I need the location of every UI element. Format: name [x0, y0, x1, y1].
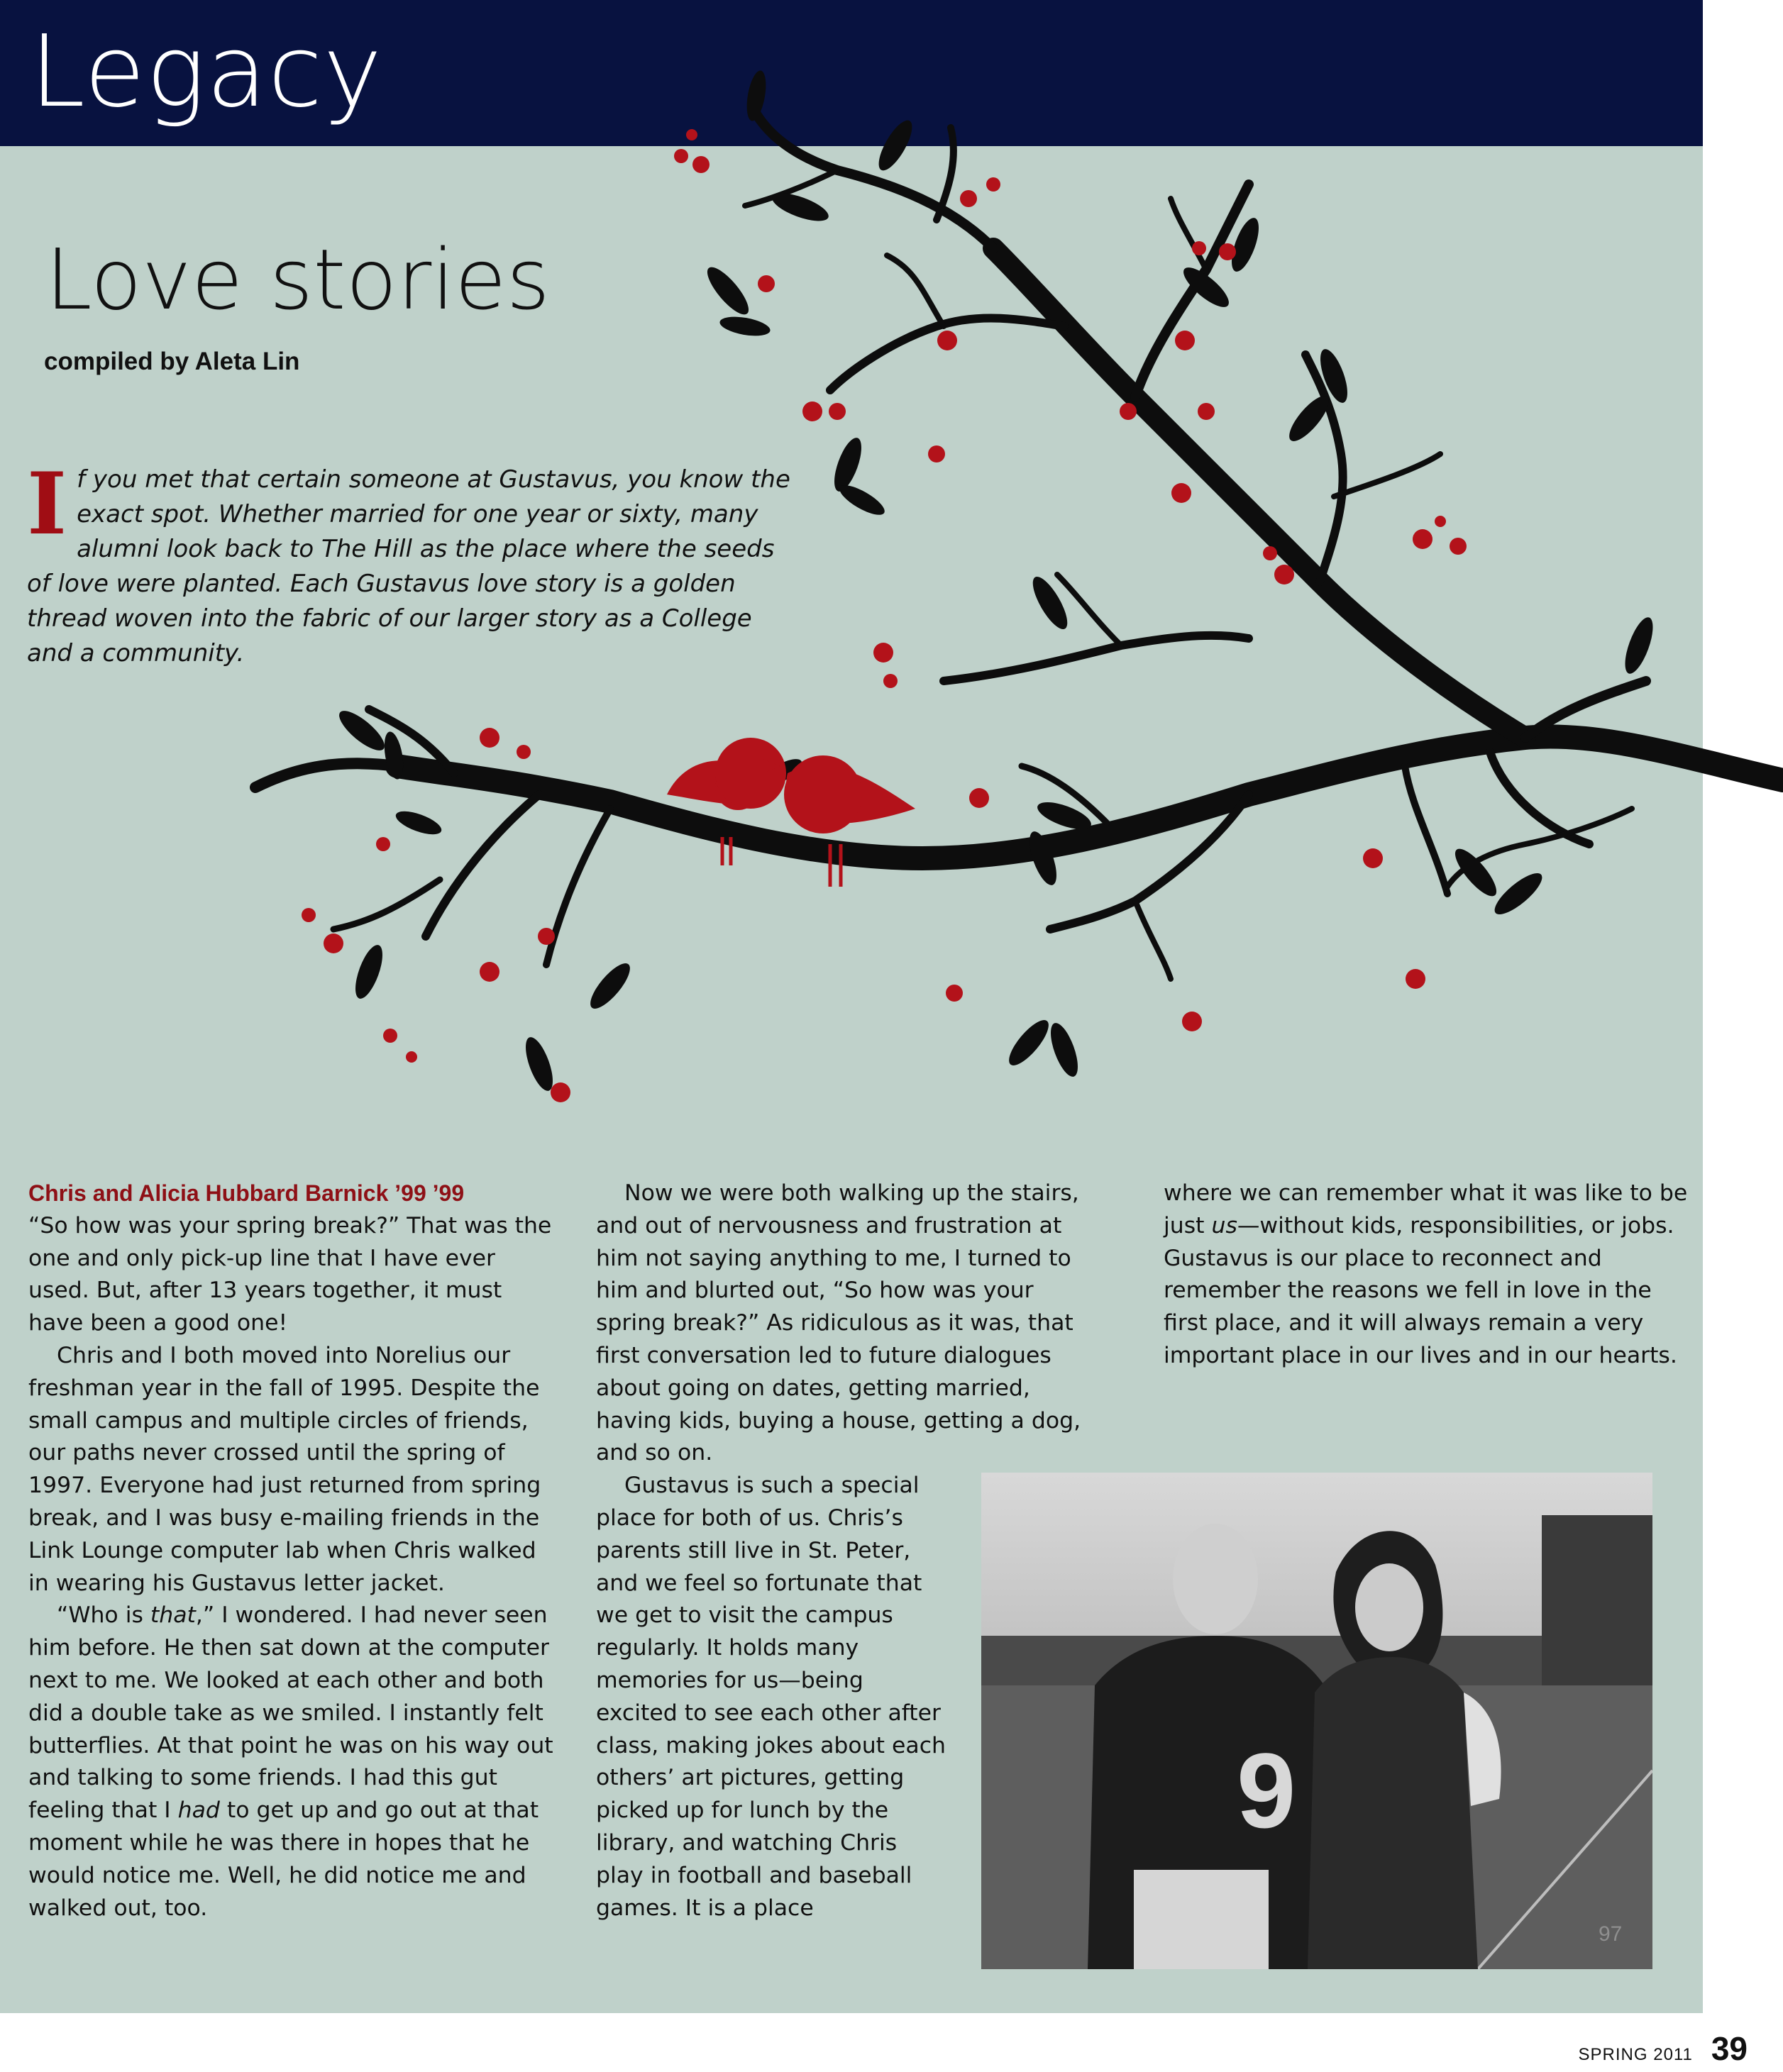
article-title: Love stories [45, 231, 551, 328]
branch-up-left2 [887, 255, 944, 326]
leaf [873, 116, 918, 174]
photo-year-stamp: 97 [1599, 1922, 1623, 1946]
jersey-number: 9 [1237, 1731, 1296, 1850]
branch-up-top2 [937, 128, 954, 220]
branch-down-mid2 [1135, 901, 1171, 979]
story-paragraph: Chris and I both moved into Norelius our freshman year in the fall of 1995. Despite the small campus and multiple circles of friends, our paths never crossed until the spring of 1997. Everyone had just returned from spring break, and I was busy e-mailing friends in the Link Lounge computer lab when Chris walked in wearing his Gustavus letter jacket. [28, 1342, 541, 1596]
leaf [520, 1034, 558, 1095]
love-bird-right [784, 755, 915, 833]
page-number: 39 [1711, 2030, 1748, 2067]
photo-image [981, 1473, 1652, 1969]
article-intro [27, 454, 793, 671]
leaf [1003, 1014, 1055, 1070]
branch-left-down3 [546, 809, 610, 965]
leaf [718, 314, 771, 339]
branch-mid-right2 [1334, 454, 1440, 497]
branch-left-down2 [333, 880, 440, 929]
love-bird-left [667, 738, 786, 810]
story-paragraph: “Who is that,” I wondered. I had never seen him before. He then sat down at the computer next to me. We looked at each other and both did a double take as we smiled. I instantly felt butterflies. At that point he was on his way out and talking to some friends. I had this gut feeling that I had to get up and go out at that moment while he was there in hopes that he would notice me. Well, he did notice me and walked out, too. [28, 1602, 553, 1921]
article-byline: compiled by Aleta Lin [44, 348, 300, 375]
story-paragraph: Gustavus is such a special place for both of us. Chris’s parents still live in St. Peter, and we feel so fortunate that we get to visit the campus regularly. It holds many memories for us—being excited to see each other after class, making jokes about each others’ art pictures, getting picked up for lunch by the library, and watching Chris play in football and baseball games. It is a place [596, 1473, 946, 1921]
leaf [585, 958, 636, 1014]
branch-left-down [426, 794, 539, 936]
leaf [1284, 390, 1335, 446]
story-paragraph: where we can remember what it was like to be just us—without kids, responsibilities, or jobs. Gustavus is our place to reconnect and remember the reasons we fell in love in the first place, and it will always remain a very important place in our lives and in our hearts. [1164, 1180, 1688, 1368]
leaf [744, 69, 769, 122]
story-paragraph: “So how was your spring break?” That was the one and only pick-up line that I have ever used. But, after 13 years together, it must have been a good one! [28, 1212, 552, 1336]
issue-label: SPRING 2011 [1578, 2045, 1693, 2064]
leaf [836, 480, 888, 521]
page-footer [1579, 2029, 1748, 2068]
leaf [701, 262, 754, 320]
branch-up-right [1135, 184, 1249, 397]
story-paragraph: Now we were both walking up the stairs, and out of nervousness and frustration at him not saying anything to me, I turned to him and blurted out, “So how was your spring break?” As ridiculous as it was, that first conversation led to future dialogues about going on dates, getting married, having kids, buying a house, getting a dog, and so on. [596, 1180, 1081, 1466]
branch-up-right2 [1171, 199, 1206, 270]
section-title: Legacy [30, 14, 383, 130]
leaf [1619, 614, 1658, 677]
story-heading: Chris and Alicia Hubbard Barnick ’99 ’99 [28, 1180, 465, 1206]
leaf [1045, 1020, 1083, 1080]
branch-down-right2 [1405, 766, 1447, 894]
branch-up-left [830, 318, 1064, 390]
intro-text: f you met that certain someone at Gustavus, you know the exact spot. Whether married for one year or sixty, many alumni look back to The Hill as the place where the seeds of love were planted. Each Gustavus love story is a golden thread woven into the fabric of our larger story as a College and a community. [27, 465, 790, 667]
drop-cap: I [27, 454, 67, 554]
branch-up-main [993, 248, 1525, 738]
branch-up-top [752, 106, 993, 248]
branch-left-end [255, 763, 397, 787]
story-column-1 [28, 1178, 561, 1924]
branch-mid-left2 [1057, 575, 1121, 646]
leaf [1489, 867, 1547, 920]
couple-photo [981, 1473, 1652, 1969]
branch-mid-left [944, 636, 1249, 681]
leaf [393, 807, 444, 839]
story-column-3 [1164, 1178, 1696, 1373]
leaf [350, 942, 388, 1002]
